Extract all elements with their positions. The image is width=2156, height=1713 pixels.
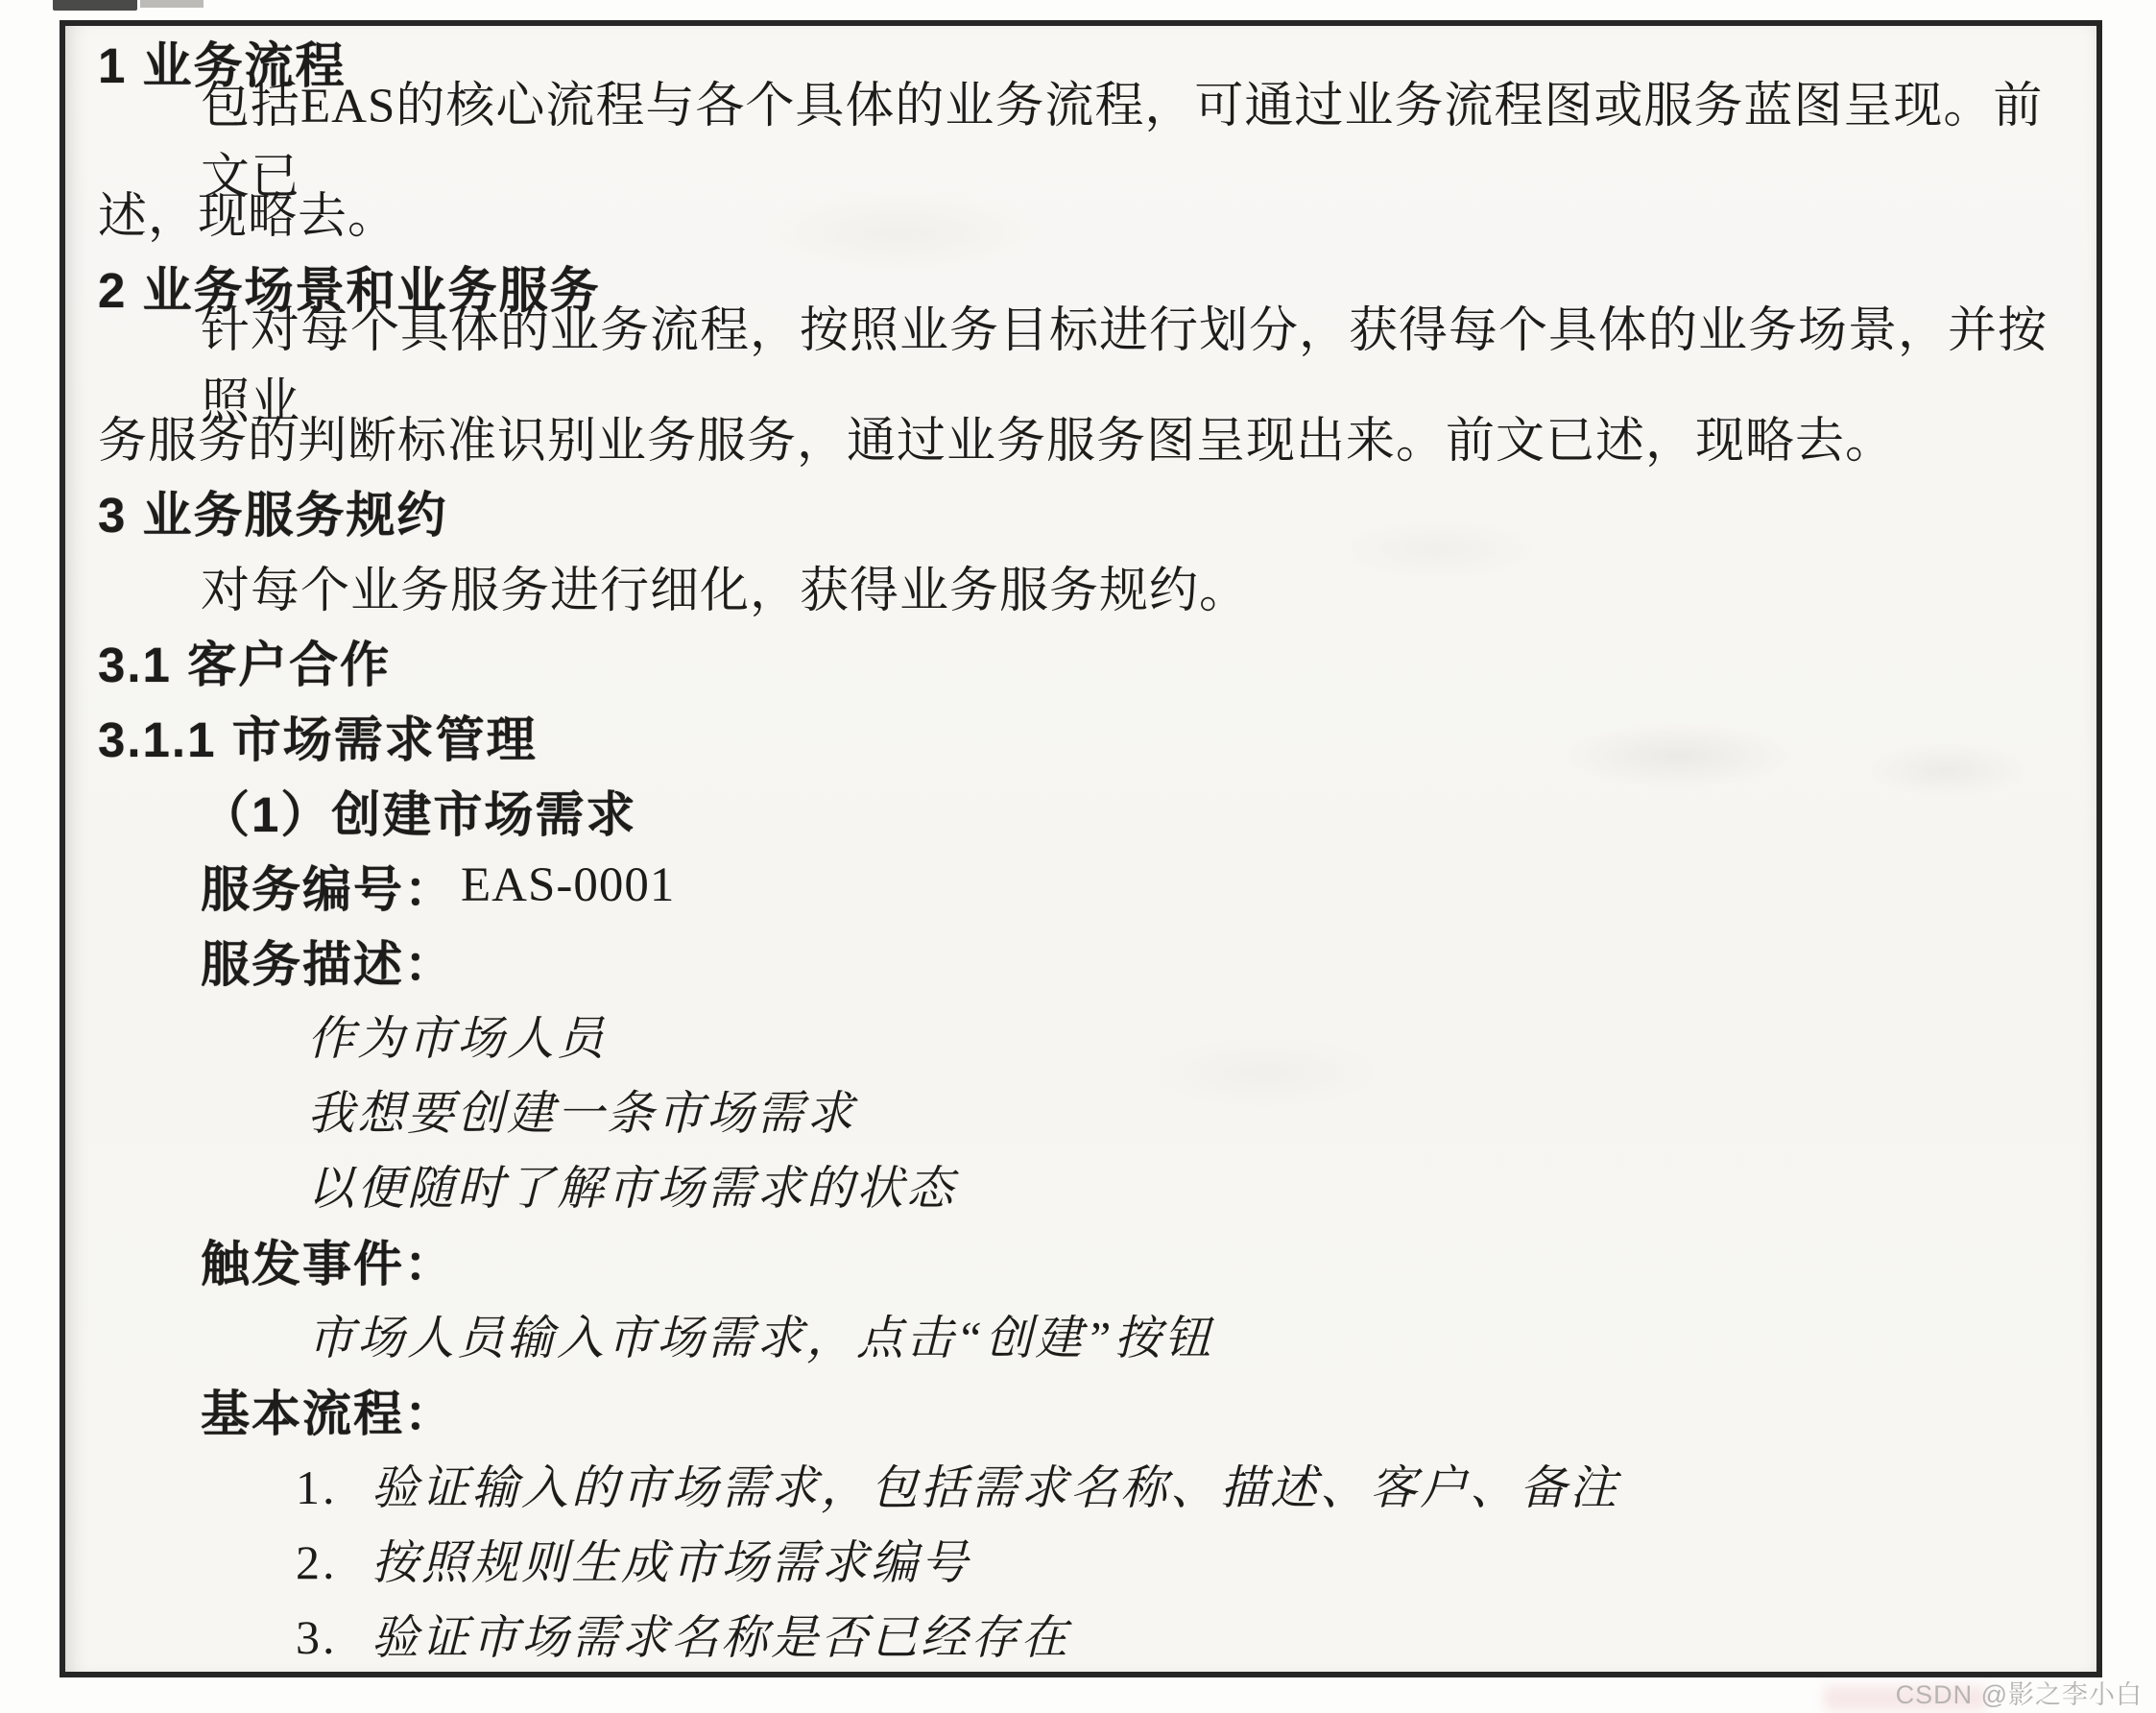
subheading-text: 服务描述： [201,937,456,992]
list-item-number: 2. [296,1535,338,1589]
watermark: CSDN @影之李小白 [1895,1680,2143,1709]
subheading-create-requirement [98,773,2066,848]
subheading-basic-flow [98,1372,2066,1447]
story-line [98,1147,2066,1222]
document-frame [60,20,2102,1677]
subheading-text: 触发事件： [201,1237,456,1291]
paragraph-line [98,548,2066,623]
scan-artifact-dark-strip [53,0,137,11]
scan-artifact-gray-strip [140,0,204,8]
heading-text: 3.1 客户合作 [98,638,392,692]
subheading-text: （1）创建市场需求 [201,787,637,842]
section-heading-3-1 [98,623,2066,698]
paragraph-text: 针对每个具体的业务流程，按照业务目标进行划分，获得每个具体的业务场景，并按照业 [201,304,2048,429]
paragraph-text: 包括EAS的核心流程与各个具体的业务流程，可通过业务流程图或服务蓝图呈现。前文已 [201,80,2044,205]
paragraph-text: 对每个业务服务进行细化，获得业务服务规约。 [201,565,1250,618]
section-heading-3 [98,473,2066,548]
list-item-number: 1. [296,1460,338,1514]
paragraph-line [98,80,2066,205]
subheading-text: 基本流程： [201,1387,456,1441]
subheading-trigger-event [98,1222,2066,1297]
service-id-label: 服务编号： [201,862,456,917]
subheading-service-description [98,923,2066,998]
list-item [296,1597,2066,1666]
paragraph-line [98,304,2066,429]
story-text: 以便随时了解市场需求的状态 [307,1162,957,1215]
section-heading-3-1-1 [98,698,2066,773]
paragraph-text: 务服务的判断标准识别业务服务，通过业务服务图呈现出来。前文已述，现略去。 [98,415,1896,469]
list-item [296,1522,2066,1597]
heading-text: 3.1.1 市场需求管理 [98,712,538,767]
heading-text: 1 业务流程 [98,38,347,93]
heading-text: 3 业务服务规约 [98,488,448,543]
list-item-text: 验证市场需求名称是否已经存在 [371,1611,1071,1664]
story-line [98,1073,2066,1147]
story-text: 我想要创建一条市场需求 [307,1087,857,1140]
service-id-value: EAS-0001 [461,858,676,912]
service-id-line [98,848,2066,923]
paragraph-line [98,398,2066,473]
story-line [98,1297,2066,1372]
list-item-number: 3. [296,1610,338,1664]
paragraph-text: 述，现略去。 [98,190,398,244]
story-line [98,998,2066,1073]
story-text: 作为市场人员 [307,1012,608,1065]
heading-text: 2 业务场景和业务服务 [98,263,601,318]
list-item-text: 按照规则生成市场需求编号 [371,1536,971,1589]
document-content [71,24,2091,1666]
list-item-text: 验证输入的市场需求，包括需求名称、描述、客户、备注 [371,1461,1620,1514]
list-item [296,1447,2066,1522]
story-text: 市场人员输入市场需求，点击“创建”按钮 [307,1312,1214,1364]
